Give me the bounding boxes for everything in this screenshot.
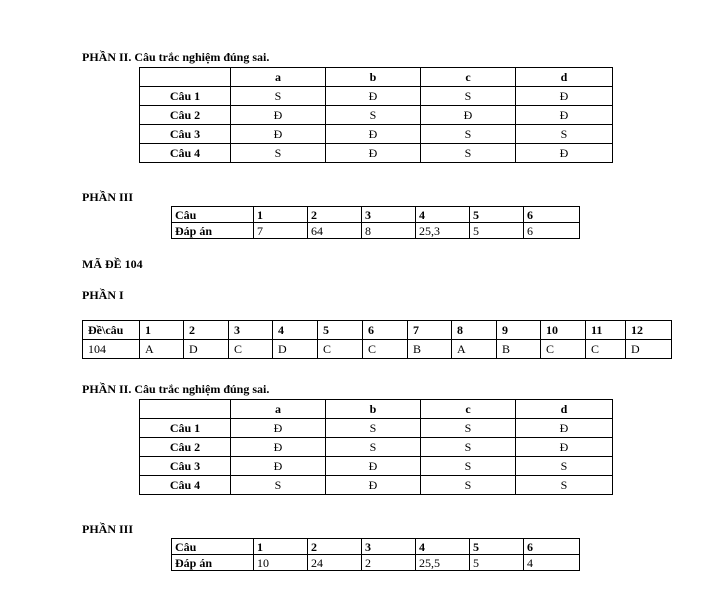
header-cell: d bbox=[516, 68, 613, 87]
header-cell: b bbox=[326, 400, 421, 419]
table-header-row bbox=[172, 207, 580, 223]
table-cell: S bbox=[421, 476, 516, 495]
table-cell: D bbox=[626, 340, 672, 359]
table-cell: D bbox=[184, 340, 229, 359]
table-cell: S bbox=[421, 144, 516, 163]
table-row bbox=[140, 87, 613, 106]
section2-part2-title: PHẦN II. Câu trắc nghiệm đúng sai. bbox=[82, 382, 270, 396]
table-cell: S bbox=[421, 419, 516, 438]
header-cell: b bbox=[326, 68, 421, 87]
table-cell: 2 bbox=[362, 555, 416, 571]
table-cell: B bbox=[497, 340, 541, 359]
table-cell: S bbox=[421, 125, 516, 144]
table-cell: Đ bbox=[326, 144, 421, 163]
table-cell: S bbox=[231, 476, 326, 495]
header-cell bbox=[140, 68, 231, 87]
table-cell: S bbox=[421, 87, 516, 106]
header-cell: 4 bbox=[273, 321, 318, 340]
exam-code-title: MÃ ĐỀ 104 bbox=[82, 257, 143, 271]
table-cell: D bbox=[273, 340, 318, 359]
header-cell: 7 bbox=[408, 321, 452, 340]
table-row bbox=[172, 555, 580, 571]
table-cell: 25,3 bbox=[416, 223, 470, 239]
table-cell: Đ bbox=[516, 144, 613, 163]
table-cell: Đ bbox=[231, 125, 326, 144]
header-cell: 1 bbox=[254, 207, 308, 223]
table-cell: 4 bbox=[524, 555, 580, 571]
header-cell: Câu bbox=[172, 207, 254, 223]
table-cell: Đ bbox=[326, 125, 421, 144]
header-cell: d bbox=[516, 400, 613, 419]
row-label: Đáp án bbox=[172, 223, 254, 239]
table-cell: S bbox=[326, 438, 421, 457]
table-cell: Đ bbox=[231, 106, 326, 125]
table-header-row bbox=[172, 539, 580, 555]
header-cell: 6 bbox=[524, 539, 580, 555]
table-header-row bbox=[83, 321, 672, 340]
table-cell: 24 bbox=[308, 555, 362, 571]
table-cell: S bbox=[231, 87, 326, 106]
header-cell: 11 bbox=[586, 321, 626, 340]
table-cell: S bbox=[231, 144, 326, 163]
header-cell: a bbox=[231, 68, 326, 87]
row-label: Câu 2 bbox=[140, 106, 231, 125]
header-cell: 4 bbox=[416, 539, 470, 555]
table-row bbox=[140, 144, 613, 163]
header-cell: a bbox=[231, 400, 326, 419]
header-cell: 2 bbox=[308, 207, 362, 223]
table-cell: 7 bbox=[254, 223, 308, 239]
table-cell: S bbox=[421, 438, 516, 457]
header-cell: 12 bbox=[626, 321, 672, 340]
exam-code-cell: 104 bbox=[83, 340, 140, 359]
table-cell: C bbox=[541, 340, 586, 359]
table-row bbox=[140, 476, 613, 495]
table-header-row bbox=[140, 400, 613, 419]
table-cell: C bbox=[586, 340, 626, 359]
header-cell: 10 bbox=[541, 321, 586, 340]
table-cell: Đ bbox=[516, 438, 613, 457]
section1-true-false-table bbox=[139, 67, 613, 163]
table-cell: Đ bbox=[516, 87, 613, 106]
table-cell: 5 bbox=[470, 555, 524, 571]
table-cell: C bbox=[363, 340, 408, 359]
section2-short-answer-table bbox=[171, 538, 580, 571]
table-cell: 25,5 bbox=[416, 555, 470, 571]
table-cell: Đ bbox=[516, 106, 613, 125]
table-cell: C bbox=[229, 340, 273, 359]
table-cell: Đ bbox=[326, 476, 421, 495]
header-cell: 2 bbox=[308, 539, 362, 555]
table-cell: S bbox=[516, 125, 613, 144]
header-cell: 6 bbox=[363, 321, 408, 340]
table-cell: B bbox=[408, 340, 452, 359]
table-cell: A bbox=[452, 340, 497, 359]
table-cell: 10 bbox=[254, 555, 308, 571]
header-cell: 3 bbox=[362, 539, 416, 555]
table-row bbox=[140, 457, 613, 476]
section1-part3-title: PHẦN III bbox=[82, 190, 134, 204]
table-row bbox=[172, 223, 580, 239]
section2-true-false-table bbox=[139, 399, 613, 495]
table-cell: C bbox=[318, 340, 363, 359]
row-label: Câu 3 bbox=[140, 457, 231, 476]
table-cell: 6 bbox=[524, 223, 580, 239]
header-cell: 2 bbox=[184, 321, 229, 340]
header-cell: 1 bbox=[254, 539, 308, 555]
table-cell: Đ bbox=[326, 457, 421, 476]
header-cell bbox=[140, 400, 231, 419]
table-cell: 8 bbox=[362, 223, 416, 239]
header-cell: 9 bbox=[497, 321, 541, 340]
header-cell: 4 bbox=[416, 207, 470, 223]
row-label: Câu 1 bbox=[140, 419, 231, 438]
table-cell: 64 bbox=[308, 223, 362, 239]
table-cell: Đ bbox=[231, 419, 326, 438]
table-cell: S bbox=[326, 419, 421, 438]
row-label: Câu 4 bbox=[140, 144, 231, 163]
table-cell: 5 bbox=[470, 223, 524, 239]
header-cell: 5 bbox=[470, 539, 524, 555]
header-cell: 5 bbox=[470, 207, 524, 223]
header-cell: 3 bbox=[229, 321, 273, 340]
row-label: Câu 4 bbox=[140, 476, 231, 495]
section1-short-answer-table bbox=[171, 206, 580, 239]
table-row bbox=[140, 125, 613, 144]
table-cell: Đ bbox=[326, 87, 421, 106]
row-label: Câu 3 bbox=[140, 125, 231, 144]
table-cell: S bbox=[516, 476, 613, 495]
header-cell: c bbox=[421, 400, 516, 419]
section2-multiple-choice-table bbox=[82, 320, 672, 359]
header-cell: 3 bbox=[362, 207, 416, 223]
row-label: Câu 2 bbox=[140, 438, 231, 457]
header-cell: 8 bbox=[452, 321, 497, 340]
section1-part2-title: PHẦN II. Câu trắc nghiệm đúng sai. bbox=[82, 50, 270, 64]
table-header-row bbox=[140, 68, 613, 87]
table-row bbox=[140, 419, 613, 438]
header-cell: c bbox=[421, 68, 516, 87]
table-cell: Đ bbox=[231, 438, 326, 457]
header-cell: Câu bbox=[172, 539, 254, 555]
table-row bbox=[140, 106, 613, 125]
header-cell: 1 bbox=[140, 321, 184, 340]
table-cell: A bbox=[140, 340, 184, 359]
header-cell: 6 bbox=[524, 207, 580, 223]
row-label: Câu 1 bbox=[140, 87, 231, 106]
section2-part1-title: PHẦN I bbox=[82, 288, 124, 302]
table-cell: S bbox=[421, 457, 516, 476]
header-cell: Đề\câu bbox=[83, 321, 140, 340]
section2-part3-title: PHẦN III bbox=[82, 522, 134, 536]
table-cell: S bbox=[516, 457, 613, 476]
table-cell: Đ bbox=[231, 457, 326, 476]
table-row bbox=[140, 438, 613, 457]
table-cell: Đ bbox=[421, 106, 516, 125]
table-cell: S bbox=[326, 106, 421, 125]
header-cell: 5 bbox=[318, 321, 363, 340]
table-cell: Đ bbox=[516, 419, 613, 438]
row-label: Đáp án bbox=[172, 555, 254, 571]
table-row bbox=[83, 340, 672, 359]
